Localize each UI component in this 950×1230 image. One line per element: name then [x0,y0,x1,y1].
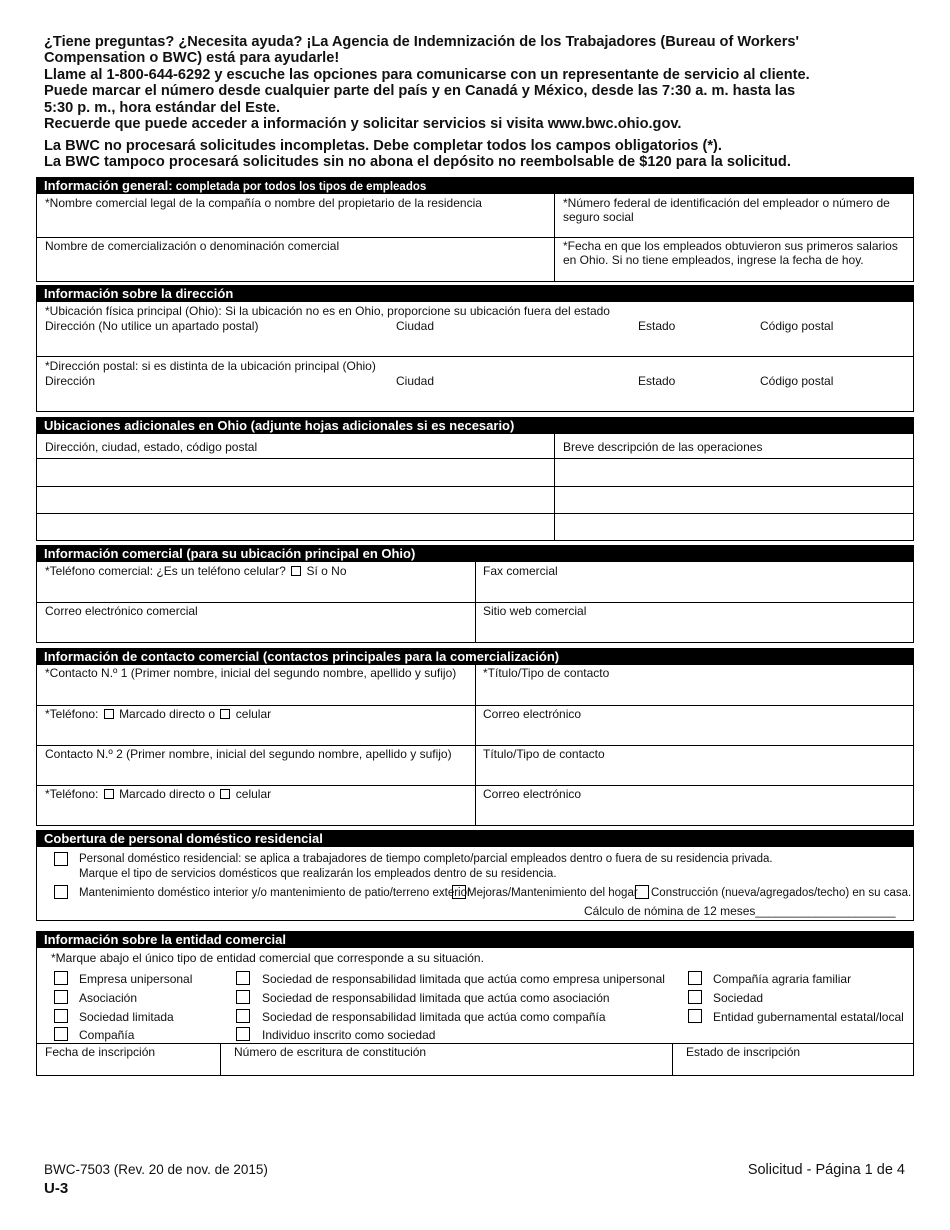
household-maintenance-label: Mantenimiento doméstico interior y/o mantenimiento de patio/terreno exterior [79,887,471,899]
first-wages-field[interactable]: *Fecha en que los empleados obtuvieron sus primeros salarios en Ohio. Si no tiene empleados, ingrese la fecha de hoy. [563,239,898,267]
legal-name-field[interactable]: *Nombre comercial legal de la compañía o nombre del propietario de la residencia [45,196,482,210]
additional-row-desc[interactable] [555,459,913,485]
form-code: U-3 [44,1180,69,1197]
entity-checkbox[interactable] [688,1009,702,1023]
dba-field[interactable]: Nombre de comercialización o denominación comercial [45,239,340,253]
entity-option-label: Entidad gubernamental estatal/local [713,1010,904,1024]
contact1-name-field[interactable]: *Contacto N.º 1 (Primer nombre, inicial del segundo nombre, apellido y sufijo) [45,666,457,680]
entity-option-label: Sociedad limitada [79,1010,174,1024]
home-improvement-label: Mejoras/Mantenimiento del hogar [467,887,638,899]
entity-checkbox[interactable] [54,990,68,1004]
home-improvement-checkbox[interactable] [452,885,466,899]
intro-block [44,34,924,132]
entity-option-label: Sociedad de responsabilidad limitada que actúa como compañía [262,1010,606,1024]
domestic-line2: Marque el tipo de servicios domésticos que realizarán los empleados dentro de su residencia. [79,868,557,880]
entity-checkbox[interactable] [688,990,702,1004]
registration-state-field[interactable]: Estado de inscripción [686,1045,801,1059]
registration-date-field[interactable]: Fecha de inscripción [45,1045,156,1059]
section-header-domestic: Cobertura de personal doméstico residencial [36,830,914,847]
warning-line: La BWC no procesará solicitudes incompletas. Debe completar todos los campos obligatorios (*). [44,138,722,154]
physical-location-note: *Ubicación física principal (Ohio): Si la ubicación no es en Ohio, proporcione su ubicación fuera del estado [45,304,610,318]
physical-state-field[interactable]: Estado [638,319,676,333]
business-website-field[interactable]: Sitio web comercial [483,604,587,618]
contact2-phone-field[interactable]: *Teléfono: Marcado directo o celular [45,787,272,801]
direct-dial-checkbox[interactable] [104,789,114,799]
entity-option-label: Sociedad de responsabilidad limitada que actúa como empresa unipersonal [262,972,665,986]
fein-field[interactable]: *Número federal de identificación del empleador o número de seguro social [563,196,890,224]
additional-row-desc[interactable] [555,487,913,512]
entity-checkbox[interactable] [236,990,250,1004]
additional-row-address[interactable] [37,487,553,512]
mailing-address-note: *Dirección postal: si es distinta de la ubicación principal (Ohio) [45,359,376,373]
domestic-employee-checkbox[interactable] [54,852,68,866]
additional-address-header: Dirección, ciudad, estado, código postal [45,440,258,454]
section-header-business: Información comercial (para su ubicación principal en Ohio) [36,545,914,562]
intro-line: ¿Tiene preguntas? ¿Necesita ayuda? ¡La Agencia de Indemnización de los Trabajadores (Bureau of Workers' [44,34,799,50]
mailing-city-field[interactable]: Ciudad [396,374,435,388]
entity-checkbox[interactable] [54,1009,68,1023]
intro-line: Llame al 1-800-644-6292 y escuche las opciones para comunicarse con un representante de servicio al cliente. [44,66,810,83]
cellular-checkbox[interactable] [220,709,230,719]
additional-row-desc[interactable] [555,514,913,540]
section-header-contacts: Información de contacto comercial (contactos principales para la comercialización) [36,648,914,665]
warnings-block [44,138,924,170]
charter-number-field[interactable]: Número de escritura de constitución [234,1045,427,1059]
business-fax-field[interactable]: Fax comercial [483,564,558,578]
physical-zip-field[interactable]: Código postal [760,319,834,333]
intro-line: Compensation o BWC) está para ayudarle! [44,50,340,67]
construction-label: Construcción (nueva/agregados/techo) en su casa. [651,887,912,899]
direct-dial-checkbox[interactable] [104,709,114,719]
additional-desc-header: Breve descripción de las operaciones [563,440,763,454]
cell-phone-checkbox[interactable] [291,566,301,576]
entity-checkbox[interactable] [236,971,250,985]
entity-checkbox[interactable] [688,971,702,985]
entity-option-label: Sociedad de responsabilidad limitada que actúa como asociación [262,991,610,1005]
entity-option-label: Sociedad [713,991,764,1005]
page-indicator: Solicitud - Página 1 de 4 [747,1162,905,1178]
physical-city-field[interactable]: Ciudad [396,319,435,333]
entity-option-label: Asociación [79,991,138,1005]
entity-option-label: Compañía agraria familiar [713,972,852,986]
section-header-additional: Ubicaciones adicionales en Ohio (adjunte hojas adicionales si es necesario) [36,417,914,434]
contact2-title-field[interactable]: Título/Tipo de contacto [483,747,605,761]
contact1-email-field[interactable]: Correo electrónico [483,707,582,721]
intro-line: Recuerde que puede acceder a información y solicitar servicios si visita www.bwc.ohio.gov. [44,116,682,133]
entity-checkbox[interactable] [54,971,68,985]
payroll-estimate-field[interactable]: Cálculo de nómina de 12 meses_____________________ [584,904,896,918]
mailing-street-field[interactable]: Dirección [45,374,96,388]
business-phone-field[interactable]: *Teléfono comercial: ¿Es un teléfono celular? Sí o No [45,564,347,578]
entity-option-label: Individuo inscrito como sociedad [262,1028,436,1042]
mailing-zip-field[interactable]: Código postal [760,374,834,388]
cellular-checkbox[interactable] [220,789,230,799]
contact2-email-field[interactable]: Correo electrónico [483,787,582,801]
entity-option-label: Empresa unipersonal [79,972,193,986]
additional-row-address[interactable] [37,459,553,485]
warning-line: La BWC tampoco procesará solicitudes sin no abona el depósito no reembolsable de $120 para la solicitud. [44,154,791,170]
household-maintenance-checkbox[interactable] [54,885,68,899]
additional-row-address[interactable] [37,514,553,540]
construction-checkbox[interactable] [635,885,649,899]
contact1-phone-field[interactable]: *Teléfono: Marcado directo o celular [45,707,272,721]
mailing-state-field[interactable]: Estado [638,374,676,388]
contact1-title-field[interactable]: *Título/Tipo de contacto [483,666,610,680]
entity-option-label: Compañía [79,1028,135,1042]
intro-line: 5:30 p. m., hora estándar del Este. [44,99,281,116]
section-header-entity: Información sobre la entidad comercial [36,931,914,948]
domestic-line1: Personal doméstico residencial: se aplica a trabajadores de tiempo completo/parcial empleados dentro o fuera de su residencia privada. [79,853,773,865]
business-email-field[interactable]: Correo electrónico comercial [45,604,198,618]
section-header-general: Información general: completada por todos los tipos de empleados [36,177,914,194]
contact2-name-field[interactable]: Contacto N.º 2 (Primer nombre, inicial del segundo nombre, apellido y sufijo) [45,747,452,761]
entity-instruction: *Marque abajo el único tipo de entidad comercial que corresponde a su situación. [51,951,484,965]
entity-checkbox[interactable] [54,1027,68,1041]
physical-street-field[interactable]: Dirección (No utilice un apartado postal) [45,319,259,333]
intro-line: Puede marcar el número desde cualquier parte del país y en Canadá y México, desde las 7:30 a. m. hasta las [44,83,796,100]
entity-checkbox[interactable] [236,1027,250,1041]
entity-checkbox[interactable] [236,1009,250,1023]
section-header-address: Información sobre la dirección [36,285,914,302]
form-number: BWC-7503 (Rev. 20 de nov. de 2015) [44,1162,268,1177]
